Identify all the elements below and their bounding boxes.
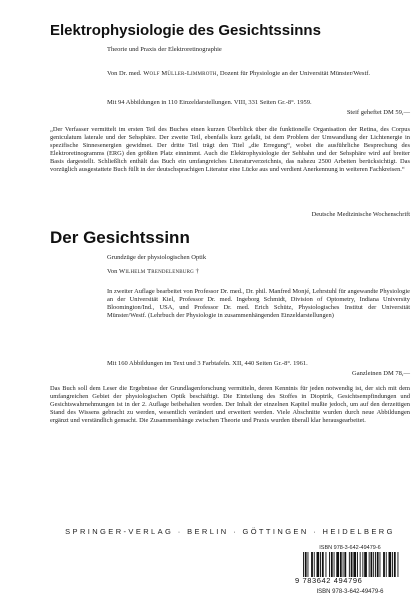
barcode-bar bbox=[322, 552, 324, 577]
barcode-bar bbox=[362, 552, 363, 577]
barcode-bar bbox=[311, 552, 313, 577]
book1-price: Steif geheftet DM 59,— bbox=[346, 109, 410, 116]
barcode-bar bbox=[353, 552, 356, 577]
book2-details: Mit 160 Abbildungen im Text und 3 Farbtafeln. XII, 440 Seiten Gr.-8°. 1961. bbox=[107, 360, 308, 367]
book1-review: „Der Verfasser vermittelt im ersten Teil des Buches einen kurzen Überblick über die funktionelle Organisation der Retina, des Corpus geniculatum laterale und der Sehsphäre. Der zweite Teil, ebenfalls kurz gefaßt, ist dem Problem der Umwandlung der Lichtenergie in spezifische Sinnesenergien gewidmet. Der dritte Teil trägt den Titel „die Erregung“, wobei die ausführliche Besprechung des Elektroretinogramms (ERG) den größten Platz einnimmt. Auch die Elektrophysiologie der Sehbahn und der Sehsphäre wird auf breiter Basis dargestellt. Schließlich enthält das Buch ein umfangreiches Literaturverzeichnis, das nahezu 2500 Arbeiten berücksichtigt. Das vorzüglich ausgestattete Buch füllt in der deutschsprachigen Literatur eine Lücke aus und verdient Anerkennung in weiteren Fachkreisen.“ bbox=[50, 126, 410, 174]
barcode-bar bbox=[371, 552, 373, 577]
isbn-bottom-label: ISBN 978-3-642-49479-6 bbox=[316, 589, 384, 595]
barcode-bar bbox=[317, 552, 320, 577]
barcode-bar bbox=[349, 552, 350, 577]
book2-edition: In zweiter Auflage bearbeitet von Professor Dr. med., Dr. phil. Manfred Monjé, Lehrstuhl für angewandte Physiologie an der Universität Kiel, Professor Dr. med. Ingeborg Schmidt, Division of Optometry, Indiana University Bloomington/Ind., USA, und Professor Dr. med. Erich Schütz, Physiologisches Institut der Universität Münster/Westf. (Lehrbuch der Physiologie in zusammenhängenden Einzeldarstellungen) bbox=[107, 288, 410, 320]
book2-price: Ganzleinen DM 78,— bbox=[352, 370, 410, 377]
barcode-bar bbox=[314, 552, 315, 577]
barcode-bar bbox=[334, 552, 335, 577]
barcode-bar bbox=[308, 552, 309, 577]
barcode-bar bbox=[375, 552, 376, 577]
barcode-bar bbox=[377, 552, 379, 577]
barcode-bar bbox=[344, 552, 346, 577]
book2-description: Das Buch soll dem Leser die Ergebnisse der Grundlagenforschung vermitteln, deren Kenntnis für jeden notwendig ist, der sich mit dem umfangreichen Gebiet der physiologischen Optik beschäftigt. Die Einteilung des Stoffes in Dioptrik, Gesichtsempfindungen und Gesichtswahrnehmungen ist in der 2. Auflage beibehalten worden. Der Inhalt der einzelnen Kapitel mußte jedoch, um auf den derzeitigen Stand des Wissens gebracht zu werden, wesentlich verändert und erweitert werden. Viele Abschnitte wurden durch neue Abbildungen ergänzt und verständlich gemacht. Die Zusammenhänge zwischen Theorie und Praxis wurden überall klar herausgearbeitet. bbox=[50, 385, 410, 425]
barcode-bar bbox=[336, 552, 339, 577]
isbn-barcode bbox=[293, 545, 407, 589]
book1-subtitle: Theorie und Praxis der Elektroretinographie bbox=[107, 46, 222, 53]
book1-author-suffix: , Dozent für Physiologie an der Universität Münster/Westf. bbox=[216, 70, 371, 77]
barcode-bar bbox=[364, 552, 367, 577]
book2-subtitle: Grundzüge der physiologischen Optik bbox=[107, 254, 207, 261]
barcode-bar bbox=[326, 552, 327, 577]
book2-author-name: Wilhelm Trendelenburg bbox=[118, 268, 194, 275]
book1-author bbox=[107, 69, 407, 78]
barcode-bar bbox=[373, 552, 374, 577]
book1-author-prefix: Von Dr. med. bbox=[107, 70, 142, 77]
barcode-bar bbox=[357, 552, 358, 577]
barcode-bar bbox=[360, 552, 361, 577]
barcode-bar bbox=[351, 552, 353, 577]
book1-details: Mit 94 Abbildungen in 110 Einzeldarstellungen. VIII, 331 Seiten Gr.-8°. 1959. bbox=[107, 99, 312, 106]
barcode-bar bbox=[380, 552, 381, 577]
barcode-bar bbox=[389, 552, 392, 577]
book1-review-source: Deutsche Medizinische Wochenschrift bbox=[311, 211, 410, 218]
barcode-bar bbox=[394, 552, 396, 577]
book2-author-suffix: † bbox=[193, 268, 199, 275]
barcode-bar bbox=[329, 552, 330, 577]
barcode-bar bbox=[305, 552, 307, 577]
barcode-bar bbox=[343, 552, 344, 577]
book2-author-prefix: Von bbox=[107, 268, 118, 275]
publisher-line: SPRINGER-VERLAG · BERLIN · GÖTTINGEN · HEIDELBERG bbox=[65, 527, 395, 536]
barcode-bar bbox=[386, 552, 387, 577]
barcode-bars bbox=[303, 552, 399, 577]
barcode-bar bbox=[383, 552, 385, 577]
barcode-bar bbox=[331, 552, 333, 577]
barcode-bar bbox=[369, 552, 370, 577]
barcode-bar bbox=[392, 552, 393, 577]
barcode-bar bbox=[320, 552, 321, 577]
barcode-bar bbox=[303, 552, 304, 577]
book2-author bbox=[107, 268, 407, 276]
book1-author-name: Wolf Müller-Limmroth bbox=[143, 70, 217, 77]
barcode-bar bbox=[398, 552, 399, 577]
isbn-top-label: ISBN 978-3-642-49479-6 bbox=[319, 545, 381, 551]
barcode-digits: 9 783642 494796 bbox=[295, 576, 363, 585]
book2-title: Der Gesichtssinn bbox=[50, 228, 190, 247]
barcode-bar bbox=[340, 552, 342, 577]
book1-title: Elektrophysiologie des Gesichtssinns bbox=[50, 22, 321, 39]
